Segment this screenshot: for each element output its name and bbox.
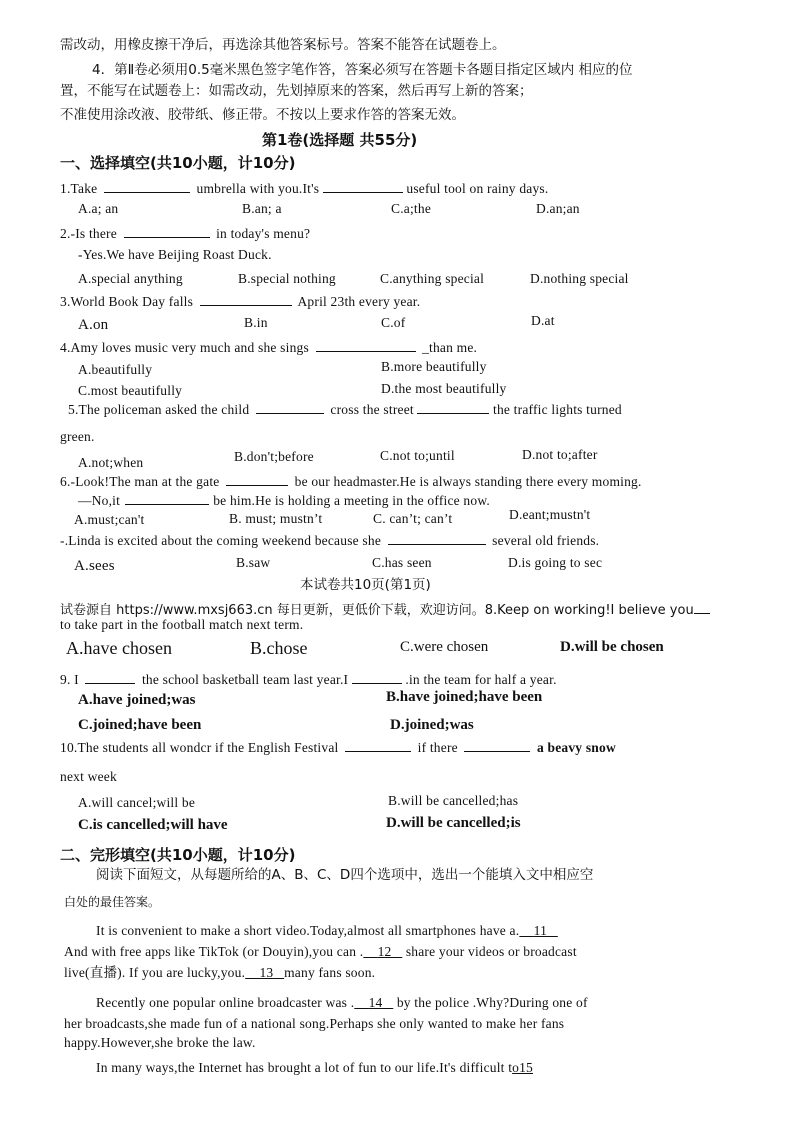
q8-option-d: D.will be chosen [560,639,664,655]
q9-blank-1 [85,671,135,684]
q9-option-d: D.joined;was [390,717,474,733]
q3-option-d: D.at [531,313,555,328]
q1-option-c: C.a;the [391,201,432,216]
q8-blank [694,601,710,614]
q1-blank-2 [323,180,403,193]
blank-14-number: 14 [368,995,383,1010]
blank-11 [519,923,557,938]
q5-text-a: 5.The policeman asked the child [68,402,250,417]
q7-text-a: -.Linda is excited about the coming weekend because she [60,533,382,548]
q4-option-c: C.most beautifully [78,383,183,398]
question-2 [60,225,310,242]
passage-text: many fans soon. [284,965,376,980]
q5-option-c: C.not to;until [380,448,455,463]
q1-option-d: D.an;an [536,201,580,216]
q5-option-a: A.not;when [78,455,144,470]
page-footer: 本试卷共10页(第1页) [300,577,431,593]
source-text: 试卷源自 https://www.mxsj663.cn 每日更新，更低价下载，欢迎访问。8.Keep on working!I believe you [60,603,694,618]
q6-reply-a: —No,it [78,493,121,508]
passage-p2-line-3: happy.However,she broke the law. [64,1035,256,1050]
q7-blank [388,532,486,545]
q6-reply [78,492,490,509]
q10-option-d: D.will be cancelled;is [386,815,521,831]
passage-p1-line-3 [64,965,375,981]
passage-p1-line-1 [96,923,558,939]
q10-blank-1 [345,739,411,752]
q9-text-b: the school basketball team last year.I [141,672,349,687]
q6-reply-b: be him.He is holding a meeting in the office now. [213,493,490,508]
q5-text-c: the traffic lights turned [493,402,622,417]
q4-blank [316,339,416,352]
q10-text-a: 10.The students all wondcr if the English Festival [60,740,339,755]
q2-text-b: in today's menu? [216,226,311,241]
section-1-heading: 一、选择填空(共10小题，计10分) [60,154,296,172]
passage-p2-line-2: her broadcasts,she made fun of a national song.Perhaps she only wanted to make her fans [64,1016,565,1031]
q3-option-c: C.of [381,315,406,330]
q8-option-a: A.have chosen [66,638,172,658]
blank-11-number: 11 [533,923,548,938]
question-3 [60,293,420,310]
volume-title: 第1卷(选择题 共55分) [262,131,418,149]
q2-blank [124,225,210,238]
q2-option-b: B.special nothing [238,271,336,286]
q6-text-b: be our headmaster.He is always standing there every moming. [294,474,642,489]
q5-continued: green. [60,429,95,444]
passage-p1-line-2 [64,944,577,960]
q7-option-b: B.saw [236,555,271,570]
passage-text: Recently one popular online broadcaster was . [96,995,355,1010]
passage-text: It is convenient to make a short video.Today,almost all smartphones have a. [96,923,520,938]
q1-blank-1 [104,180,190,193]
question-6 [60,473,642,490]
q10-text-b: if there [417,740,458,755]
question-5 [68,401,622,418]
q9-option-a: A.have joined;was [78,692,196,708]
q6-blank-1 [226,473,288,486]
q9-option-c: C.joined;have been [78,717,202,733]
passage-text: share your videos or broadcast [405,944,577,959]
q9-blank-2 [352,671,402,684]
q8-continued: to take part in the football match next term. [60,617,304,632]
q1-option-a: A.a; an [78,201,119,216]
passage-p3-line-1 [96,1060,533,1076]
blank-15: o15 [512,1060,533,1075]
q6-option-b: B. must; mustn’t [229,511,323,526]
q8-option-b: B.chose [250,638,308,658]
q6-option-c: C. can’t; can’t [373,511,453,526]
q3-blank [200,293,292,306]
q9-option-b: B.have joined;have been [386,689,543,705]
instruction-line-1: 需改动，用橡皮擦干净后，再选涂其他答案标号。答案不能答在试题卷上。 [60,37,506,53]
instruction-line-4: 不准使用涂改液、胶带纸、修正带。不按以上要求作答的答案无效。 [60,107,465,123]
question-9 [60,671,557,688]
source-line [60,601,710,619]
q6-option-a: A.must;can't [74,512,145,527]
q10-continued: next week [60,769,117,784]
q4-text-b: _than me. [422,340,478,355]
q2-text-a: 2.-Is there [60,226,117,241]
q4-text-a: 4.Amy loves music very much and she sings [60,340,309,355]
q2-option-a: A.special anything [78,271,183,286]
instruction-line-2: 4．第Ⅱ卷必须用0.5毫米黑色签字笔作答，答案必须写在答题卡各题目指定区域内 相应的位 [92,62,633,78]
section-2-heading: 二、完形填空(共10小题，计10分) [60,846,296,864]
question-7 [60,532,599,549]
q6-blank-2 [125,492,209,505]
q2-option-d: D.nothing special [530,271,629,286]
q4-option-b: B.more beautifully [381,359,487,374]
blank-12 [363,944,402,959]
passage-text: And with free apps like TikTok (or Douyin),you can . [64,944,364,959]
q7-option-c: C.has seen [372,555,432,570]
q5-blank-2 [417,401,489,414]
q7-option-a: A.sees [74,558,115,574]
q1-text-c: useful tool on rainy days. [406,181,549,196]
instruction-line-3: 置，不能写在试题卷上：如需改动，先划掉原来的答案，然后再写上新的答案； [60,83,533,99]
q5-blank-1 [256,401,324,414]
q6-option-d: D.eant;mustn't [509,507,591,522]
passage-text: live(直播). If you are lucky,you. [64,965,246,980]
q1-option-b: B.an; a [242,201,282,216]
q2-option-c: C.anything special [380,271,485,286]
q10-blank-2 [464,739,530,752]
blank-13 [245,965,284,980]
q10-text-c: a beavy snow [536,740,616,755]
q9-text-a: 9. I [60,672,79,687]
section-2-intro-1: 阅读下面短文，从每题所给的A、B、C、D四个选项中，选出一个能填入文中相应空 [96,867,594,883]
q5-text-b: cross the street [330,402,414,417]
q2-reply: -Yes.We have Beijing Roast Duck. [78,247,272,262]
question-10 [60,739,616,756]
q5-option-b: B.don't;before [234,449,314,464]
q9-text-c: .in the team for half a year. [405,672,557,687]
blank-13-number: 13 [259,965,274,980]
q1-text-b: umbrella with you.It's [196,181,320,196]
q4-option-d: D.the most beautifully [381,381,507,396]
q10-option-c: C.is cancelled;will have [78,817,228,833]
q3-text-a: 3.World Book Day falls [60,294,194,309]
q3-option-b: B.in [244,315,268,330]
q7-text-b: several old friends. [492,533,600,548]
q3-option-a: A.on [78,317,109,333]
passage-p2-line-1 [96,995,588,1011]
blank-14 [354,995,393,1010]
q4-option-a: A.beautifully [78,362,153,377]
passage-text: by the police .Why?During one of [396,995,588,1010]
q7-option-d: D.is going to sec [508,555,603,570]
blank-12-number: 12 [377,944,392,959]
q6-text-a: 6.-Look!The man at the gate [60,474,220,489]
q5-option-d: D.not to;after [522,447,598,462]
q10-option-b: B.will be cancelled;has [388,793,519,808]
q1-text-a: 1.Take [60,181,98,196]
q10-option-a: A.will cancel;will be [78,795,196,810]
passage-text: In many ways,the Internet has brought a lot of fun to our life.It's difficult t [96,1060,513,1075]
q8-option-c: C.were chosen [400,639,489,655]
question-4 [60,339,477,356]
q3-text-b: April 23th every year. [297,294,421,309]
question-1 [60,180,548,197]
section-2-intro-2: 白处的最佳答案。 [64,895,161,909]
